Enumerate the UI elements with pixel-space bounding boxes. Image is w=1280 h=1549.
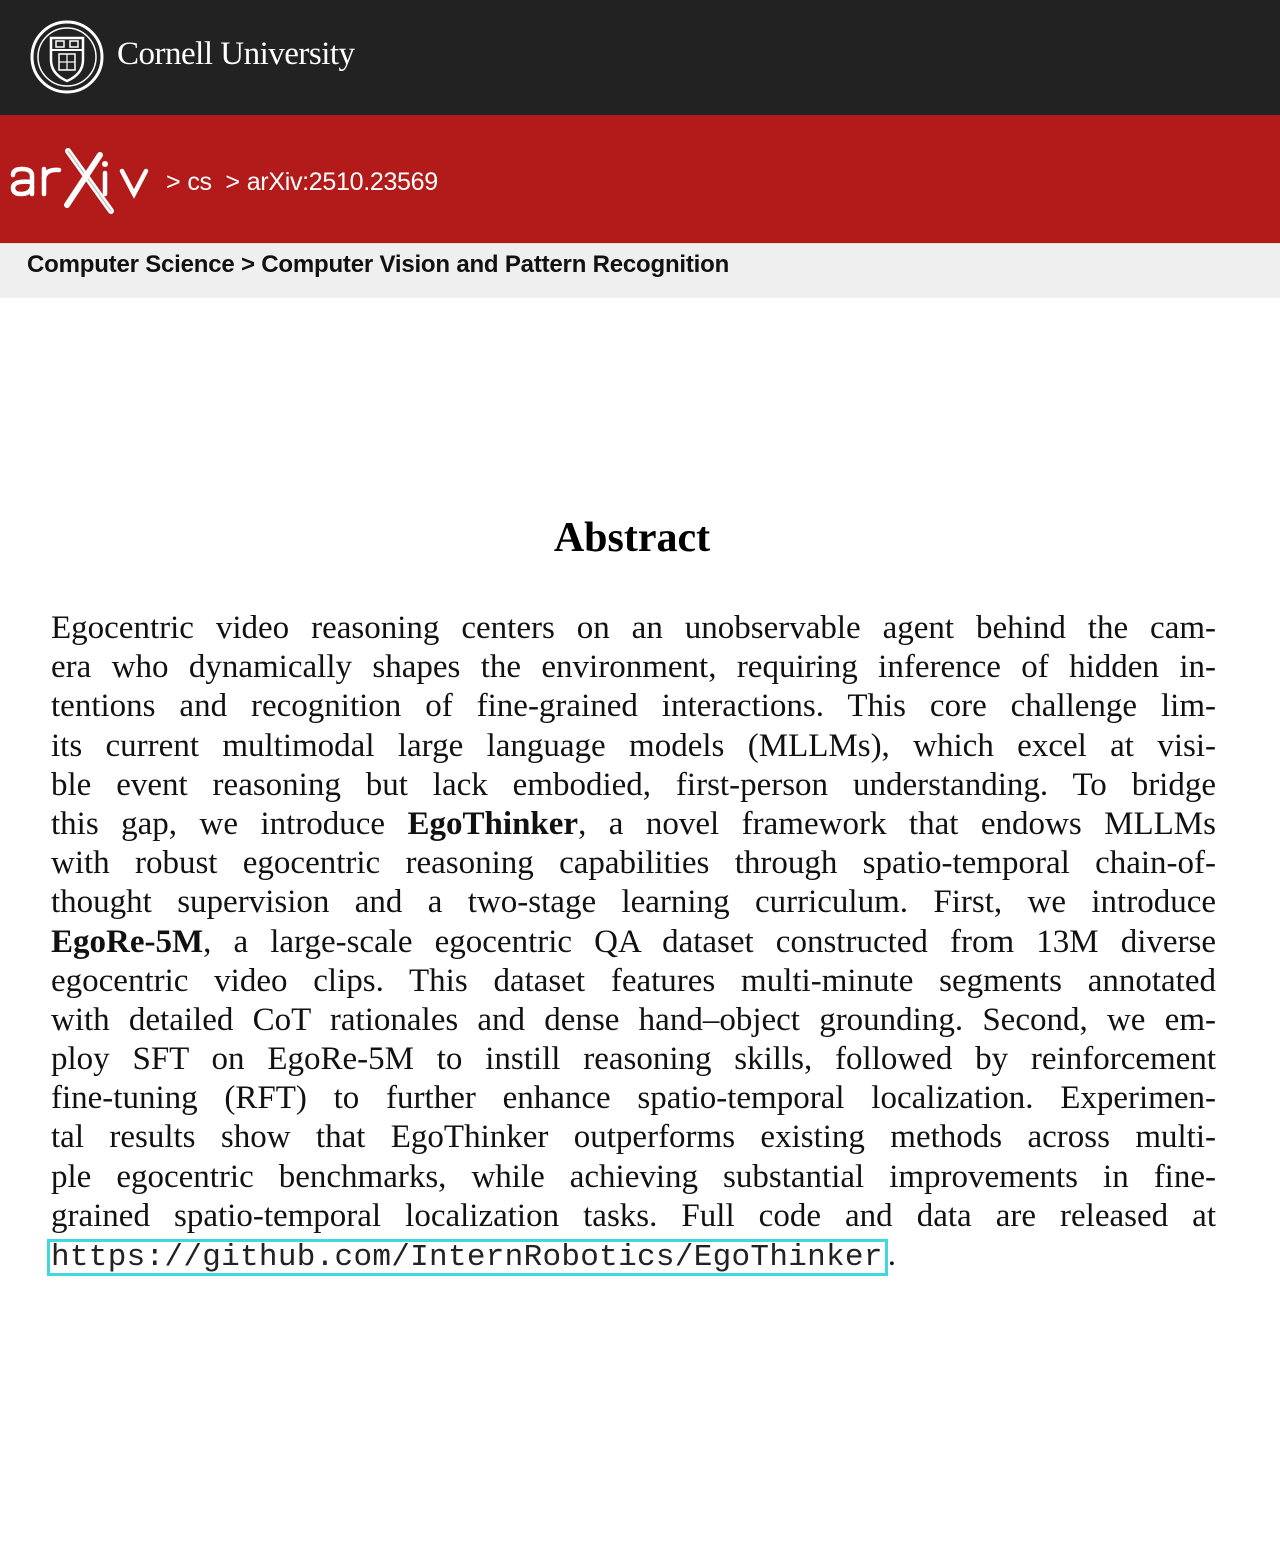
breadcrumb [166, 168, 445, 197]
subject-heading: Computer Science > Computer Vision and Pattern Recognition [27, 251, 730, 278]
abstract-line: tentions and recognition of fine-grained interactions. This core challenge lim- [51, 688, 1216, 725]
abstract-line: Egocentric video reasoning centers on an unobservable agent behind the cam- [51, 610, 1216, 646]
cornell-seal-icon[interactable] [30, 20, 104, 94]
abstract-line: grained spatio-temporal localization tasks. Full code and data are released at [51, 1197, 1216, 1234]
arxiv-logo[interactable] [8, 145, 163, 217]
breadcrumb-separator: > [225, 168, 240, 196]
abstract-text: , a large-scale egocentric QA dataset constructed from 13M diverse [203, 923, 1216, 960]
abstract-text: this gap, we introduce [51, 805, 408, 842]
trailing-period: . [887, 1237, 896, 1273]
abstract-line-with-bold [51, 923, 1216, 962]
abstract-line: thought supervision and a two-stage learning curriculum. First, we introduce [51, 884, 1216, 921]
github-link[interactable]: https://github.com/InternRobotics/EgoThinker [47, 1239, 888, 1276]
egothinker-bold: EgoThinker [407, 805, 579, 842]
abstract-line: with robust egocentric reasoning capabilities through spatio-temporal chain-of- [51, 845, 1216, 882]
abstract-line: its current multimodal large language models (MLLMs), which excel at visi- [51, 727, 1216, 764]
breadcrumb-cs-link[interactable]: cs [187, 168, 212, 196]
abstract-line: egocentric video clips. This dataset features multi-minute segments annotated [51, 962, 1216, 999]
abstract-title: Abstract [553, 515, 711, 561]
abstract-body [51, 609, 1216, 1275]
abstract-line: ple egocentric benchmarks, while achieving substantial improvements in fine- [51, 1158, 1216, 1195]
abstract-line: fine-tuning (RFT) to further enhance spatio-temporal localization. Experimen- [51, 1080, 1216, 1117]
breadcrumb-arxiv-id: arXiv:2510.23569 [246, 168, 438, 196]
abstract-last-line [51, 1236, 1216, 1275]
abstract-line: tal results show that EgoThinker outperforms existing methods across multi- [51, 1119, 1216, 1156]
egore-5m-bold: EgoRe-5M [51, 923, 204, 960]
abstract-text: , a novel framework that endows MLLMs [578, 805, 1216, 842]
abstract-line: era who dynamically shapes the environment, requiring inference of hidden in- [51, 649, 1216, 686]
breadcrumb-separator: > [166, 168, 181, 196]
cornell-university-link[interactable]: Cornell University [117, 36, 355, 72]
abstract-line: ble event reasoning but lack embodied, first-person understanding. To bridge [51, 766, 1216, 803]
abstract-line: ploy SFT on EgoRe-5M to instill reasoning skills, followed by reinforcement [51, 1041, 1216, 1078]
abstract-line: with detailed CoT rationales and dense hand–object grounding. Second, we em- [51, 1001, 1216, 1038]
abstract-line-with-bold [51, 805, 1216, 844]
